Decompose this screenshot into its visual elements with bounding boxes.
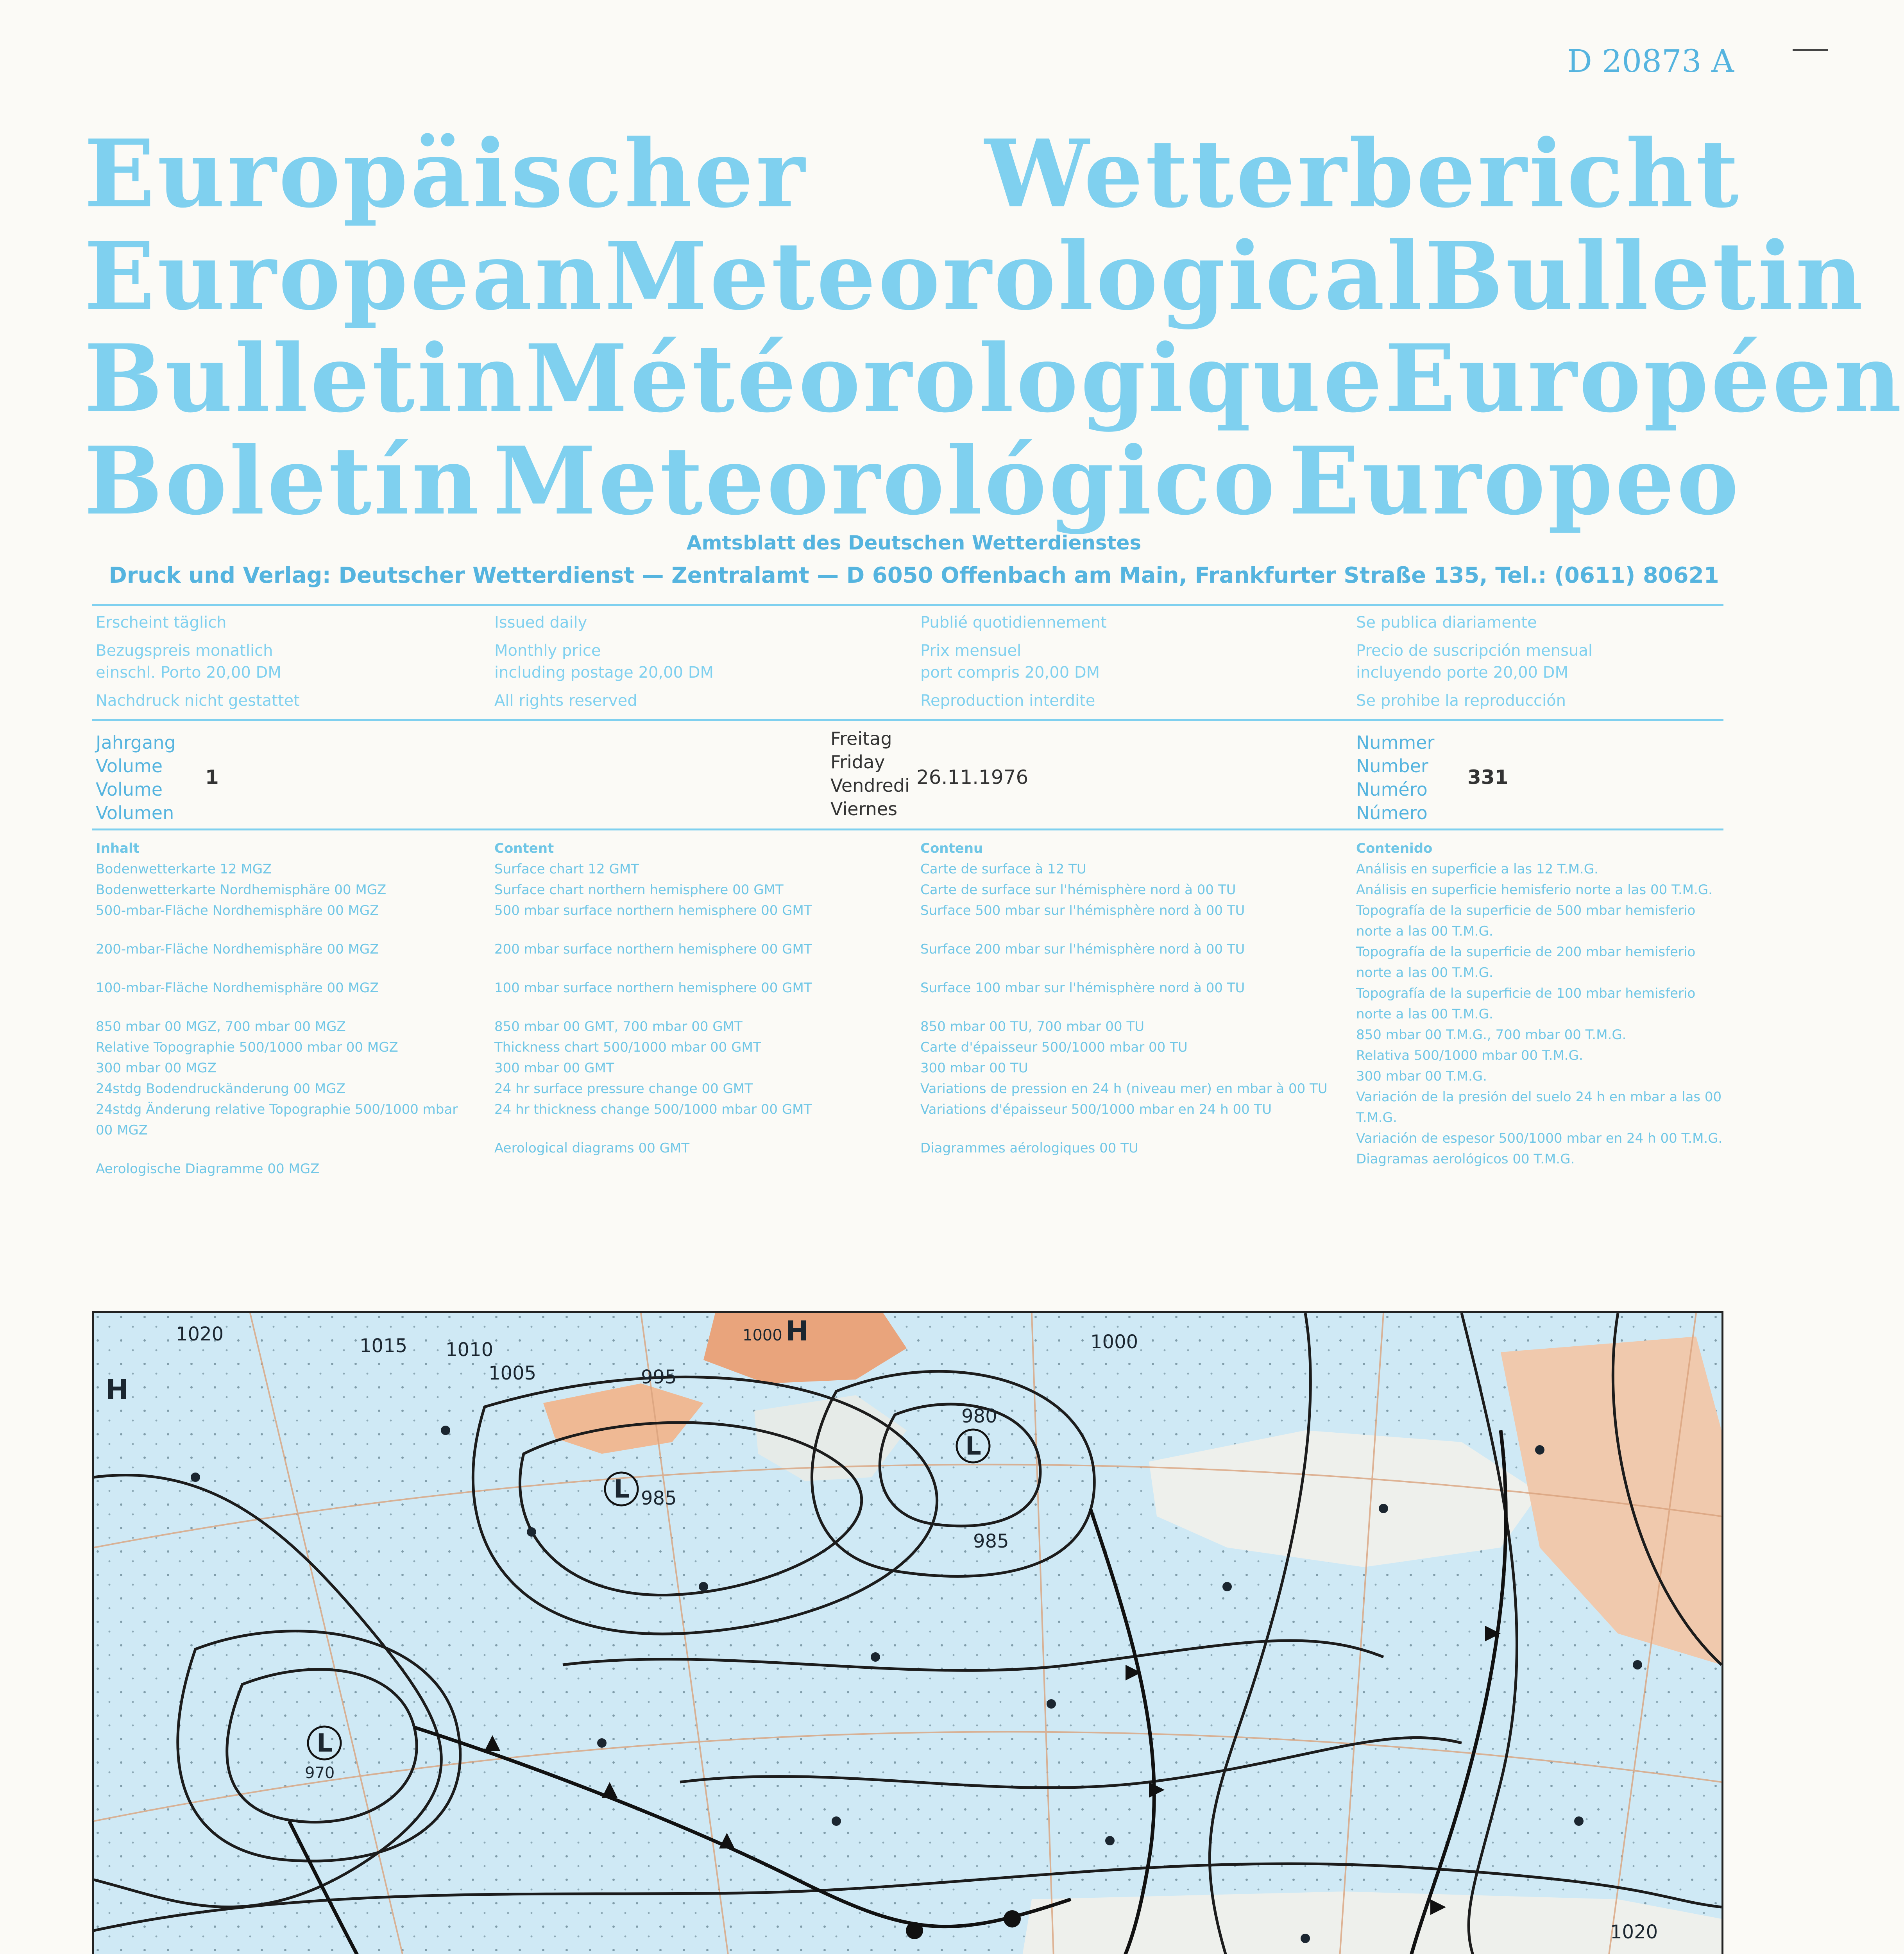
contents-item: Análisis en superficie hemisferio norte a las 00 T.M.G. (1356, 882, 1713, 898)
isobar-label: 1020 (176, 1323, 224, 1345)
contents-item: Diagrammes aérologiques 00 TU (920, 1140, 1138, 1156)
contents-item: Carte d'épaisseur 500/1000 mbar 00 TU (920, 1040, 1188, 1055)
volume-label: Volume (96, 779, 163, 800)
center-type: L (317, 1729, 333, 1758)
center-type: L (965, 1432, 981, 1461)
contents-item: 100 mbar surface northern hemisphere 00 GMT (494, 980, 812, 996)
center-type: H (106, 1374, 129, 1406)
official-gazette-line: Amtsblatt des Deutschen Wetterdienstes (686, 531, 1142, 554)
title-word: Meteorological (604, 222, 1425, 331)
contents-item: Surface 200 mbar sur l'hémisphère nord à 00 TU (920, 941, 1245, 957)
contents-item: Aerologische Diagramme 00 MGZ (96, 1161, 320, 1177)
contents-item: 24stdg Bodendruckänderung 00 MGZ (96, 1081, 345, 1097)
contents-item: Surface chart northern hemisphere 00 GMT (494, 882, 784, 898)
contents-item: 850 mbar 00 TU, 700 mbar 00 TU (920, 1019, 1145, 1034)
volume-labels (96, 731, 176, 825)
contents-en (494, 838, 901, 1159)
publisher-line: Druck und Verlag: Deutscher Wetterdienst — Zentralamt — D 6050 Offenbach am Main, Frankfurter Straße 135, Tel.: (0611) 80621 (109, 563, 1719, 588)
info-line: port compris 20,00 DM (920, 664, 1100, 682)
contents-item: 850 mbar 00 MGZ, 700 mbar 00 MGZ (96, 1019, 346, 1034)
surface-chart-svg (94, 1313, 1721, 1954)
contents-heading: Contenu (920, 841, 983, 856)
contents-item: 200-mbar-Fläche Nordhemisphäre 00 MGZ (96, 941, 379, 957)
contents-item: Variación de la presión del suelo 24 h en mbar a las 00 T.M.G. (1356, 1089, 1722, 1126)
info-line: Bezugspreis monatlich (96, 642, 273, 660)
center-type: H (786, 1315, 809, 1347)
title-word: Wetterbericht (984, 120, 1741, 229)
center-value: 985 (641, 1487, 677, 1509)
volume-label: Jahrgang (96, 732, 176, 753)
contents-item: 24 hr surface pressure change 00 GMT (494, 1081, 753, 1097)
issue-info-fr (920, 612, 1107, 712)
info-line: Se prohibe la reproducción (1356, 692, 1566, 710)
info-line: All rights reserved (494, 692, 637, 710)
day-labels (830, 727, 910, 821)
contents-item: 200 mbar surface northern hemisphere 00 GMT (494, 941, 812, 957)
contents-item: Topografía de la superficie de 200 mbar hemisferio norte a las 00 T.M.G. (1356, 944, 1696, 981)
contents-item: 24 hr thickness change 500/1000 mbar 00 GMT (494, 1102, 812, 1117)
day-label: Vendredi (830, 775, 910, 796)
contents-item: Bodenwetterkarte Nordhemisphäre 00 MGZ (96, 882, 387, 898)
contents-item: 850 mbar 00 T.M.G., 700 mbar 00 T.M.G. (1356, 1027, 1627, 1043)
info-line: Erscheint täglich (96, 614, 227, 632)
volume-value: 1 (205, 766, 219, 789)
contents-item: Diagramas aerológicos 00 T.M.G. (1356, 1151, 1575, 1167)
contents-item: Surface chart 12 GMT (494, 861, 639, 877)
info-line: Issued daily (494, 614, 587, 632)
number-label: Numéro (1356, 779, 1428, 800)
contents-item: 300 mbar 00 GMT (494, 1060, 614, 1076)
contents-fr (920, 838, 1342, 1159)
contents-heading: Content (494, 841, 554, 856)
isobar-label: 985 (973, 1530, 1009, 1552)
divider (92, 828, 1723, 830)
issue-info-en (494, 612, 714, 712)
isobar-label: 995 (641, 1366, 677, 1388)
center-value: 1000 (743, 1326, 782, 1344)
issue-info-de (96, 612, 300, 712)
contents-item: Variations de pression en 24 h (niveau mer) en mbar à 00 TU (920, 1081, 1328, 1097)
isobar-label: 1010 (446, 1339, 494, 1361)
volume-label: Volume (96, 755, 163, 777)
contents-es (1356, 838, 1727, 1170)
title-word: European (84, 222, 605, 331)
contents-heading: Contenido (1356, 841, 1433, 856)
contents-item: 100-mbar-Fläche Nordhemisphäre 00 MGZ (96, 980, 379, 996)
divider (92, 719, 1723, 721)
contents-item: 300 mbar 00 TU (920, 1060, 1028, 1076)
title-fr (84, 324, 1904, 433)
title-word: Européen (1384, 324, 1904, 433)
issue-number: 331 (1467, 766, 1509, 789)
document-ref-number: D 20873 A (1567, 43, 1734, 79)
isobar-label: 1005 (489, 1362, 537, 1384)
contents-item: Variations d'épaisseur 500/1000 mbar en 24 h 00 TU (920, 1102, 1272, 1117)
contents-item: 300 mbar 00 MGZ (96, 1060, 217, 1076)
contents-item: Relative Topographie 500/1000 mbar 00 MGZ (96, 1040, 398, 1055)
contents-item: Topografía de la superficie de 500 mbar hemisferio norte a las 00 T.M.G. (1356, 903, 1696, 939)
title-word: Météorologique (524, 324, 1385, 433)
contents-item: Surface 500 mbar sur l'hémisphère nord à 00 TU (920, 903, 1245, 918)
issue-info-es (1356, 612, 1593, 712)
contents-item: Aerological diagrams 00 GMT (494, 1140, 690, 1156)
contents-item: Surface 100 mbar sur l'hémisphère nord à 00 TU (920, 980, 1245, 996)
contents-item: 24stdg Änderung relative Topographie 500/1000 mbar 00 MGZ (96, 1102, 458, 1138)
contents-item: 500-mbar-Fläche Nordhemisphäre 00 MGZ (96, 903, 379, 918)
pressure-center (106, 1374, 129, 1406)
contents-item: 500 mbar surface northern hemisphere 00 GMT (494, 903, 812, 918)
center-type: L (614, 1475, 630, 1504)
contents-item: 850 mbar 00 GMT, 700 mbar 00 GMT (494, 1019, 743, 1034)
info-line: Nachdruck nicht gestattet (96, 692, 300, 710)
info-line: Reproduction interdite (920, 692, 1095, 710)
title-word: Bulletin (1424, 222, 1866, 331)
contents-item: Bodenwetterkarte 12 MGZ (96, 861, 272, 877)
contents-item: Carte de surface sur l'hémisphère nord à 00 TU (920, 882, 1236, 898)
contents-item: Carte de surface à 12 TU (920, 861, 1086, 877)
contents-item: Relativa 500/1000 mbar 00 T.M.G. (1356, 1048, 1583, 1063)
info-line: einschl. Porto 20,00 DM (96, 664, 281, 682)
contents-item: Análisis en superficie a las 12 T.M.G. (1356, 861, 1598, 877)
title-word: Bulletin (84, 324, 525, 433)
isobar-label: 1000 (1090, 1331, 1138, 1353)
number-label: Número (1356, 802, 1428, 823)
contents-heading: Inhalt (96, 841, 140, 856)
contents-item: Thickness chart 500/1000 mbar 00 GMT (494, 1040, 761, 1055)
isobar-label: 1015 (360, 1335, 408, 1357)
center-value: 980 (961, 1405, 997, 1427)
info-line: including postage 20,00 DM (494, 664, 714, 682)
contents-de (96, 838, 471, 1179)
info-line: Se publica diariamente (1356, 614, 1537, 632)
info-line: Prix mensuel (920, 642, 1022, 660)
divider (92, 604, 1723, 606)
title-word: Boletín (84, 427, 482, 536)
number-labels (1356, 731, 1434, 825)
title-es (84, 427, 1741, 536)
title-word: Europeo (1288, 427, 1741, 536)
surface-chart-map (92, 1311, 1723, 1954)
isobar-label: 1020 (1610, 1921, 1658, 1943)
info-line: incluyendo porte 20,00 DM (1356, 664, 1568, 682)
info-line: Publié quotidiennement (920, 614, 1107, 632)
number-label: Nummer (1356, 732, 1435, 753)
edge-mark (1793, 49, 1828, 51)
title-word: Meteorológico (493, 427, 1278, 536)
contents-item: Variación de espesor 500/1000 mbar en 24 h 00 T.M.G. (1356, 1131, 1723, 1146)
contents-item: Topografía de la superficie de 100 mbar hemisferio norte a las 00 T.M.G. (1356, 986, 1696, 1022)
info-line: Monthly price (494, 642, 601, 660)
title-block (84, 120, 1904, 536)
day-label: Friday (830, 752, 885, 773)
center-value: 970 (305, 1764, 335, 1782)
info-line: Precio de suscripción mensual (1356, 642, 1593, 660)
day-label: Viernes (830, 798, 898, 820)
title-word: Europäischer (84, 120, 807, 229)
contents-item: 300 mbar 00 T.M.G. (1356, 1068, 1487, 1084)
issue-date: 26.11.1976 (916, 766, 1029, 789)
title-en (84, 222, 1866, 331)
number-label: Number (1356, 755, 1428, 777)
volume-label: Volumen (96, 802, 174, 823)
day-label: Freitag (830, 728, 892, 749)
title-de (84, 120, 1741, 229)
